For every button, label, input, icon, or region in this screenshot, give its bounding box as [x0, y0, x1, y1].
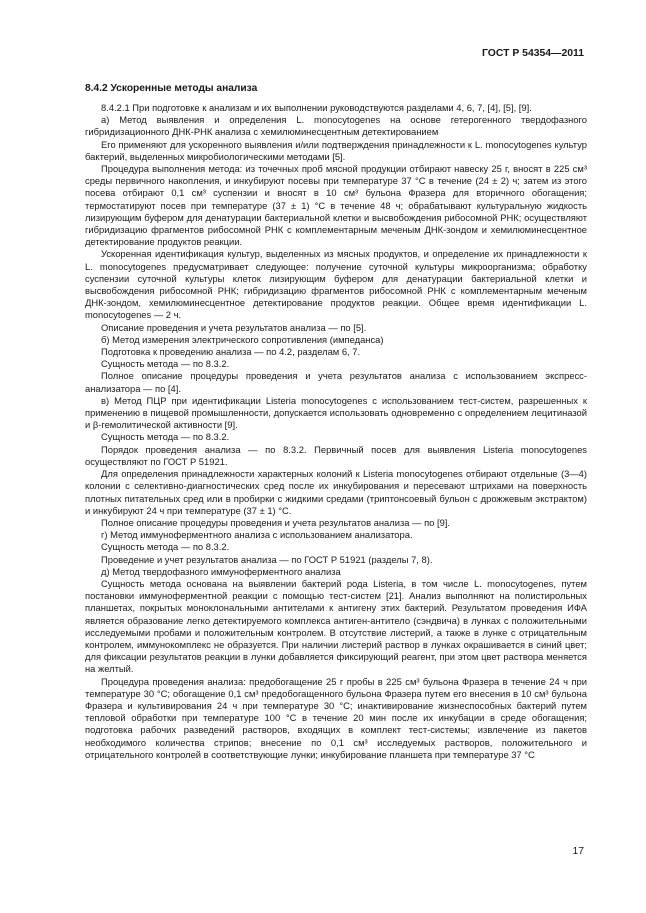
paragraph: Полное описание процедуры проведения и учета результатов анализа с использованием экспресс-анализатора — по [4].: [85, 370, 587, 394]
paragraph: в) Метод ПЦР при идентификации Listeria monocytogenes с использованием тест-систем, разрешенных к применению в пищевой промышленности, допускается использовать одновременно с определением лецитиназой и β-гемолитической активности [9].: [85, 394, 587, 431]
paragraph: 8.4.2.1 При подготовке к анализам и их выполнении руководствуются разделами 4, 6, 7, [4], [5], [9].: [101, 102, 532, 113]
page-number: 17: [572, 846, 584, 857]
paragraph: Процедура выполнения метода: из точечных проб мясной продукции отбирают навеску 25 г, вносят в 225 см³ среды первичного накопления, и инкубируют посевы при температуре 37 °С в течение (24 ± 2) ч; затем из этого посева отбирают 0,1 см³ суспензии и вносят в 10 см³ бульона Фразера для вторичного обогащения; термостатируют посев при температуре (37 ± 1) °С в течение 48 ч; обрабатывают культуральную жидкость лизирующим буфером для денатурации бактериальной клетки и высвобождения рибосомной РНК; осуществляют гибридизацию фрагментов рибосомной РНК с комплементарным меченым ДНК-зондом и хемилюминесцентное детектирование продуктов реакции.: [85, 163, 587, 248]
paragraph: Ускоренная идентификация культур, выделенных из мясных продуктов, и определение их принадлежности к L. monocytogenes предусматривает следующее: получение суточной культуры микроорганизма; обработку суспензии суточной культуры клеток лизирующим буфером для денатурации бактериальной клетки и высвобождения рибосомной РНК; гибридизацию фрагментов рибосомной РНК с комплементарным меченым ДНК-зондом, хемилюминесцентное детектирование продуктов реакции. Общее время идентификации L. monocytogenes — 2 ч.: [85, 248, 587, 321]
paragraph: а) Метод выявления и определения L. monocytogenes на основе гетерогенного твердофазного гибридизационного ДНК-РНК анализа с хемилюминесцентным детектированием: [85, 114, 587, 138]
paragraph: Подготовка к проведению анализа — по 4.2, разделам 6, 7.: [101, 346, 361, 358]
paragraph: Порядок проведения анализа — по 8.3.2. Первичный посев для выявления Listeria monocytogenes осуществляют по ГОСТ Р 51921.: [85, 443, 587, 467]
paragraph: д) Метод твердофазного иммуноферментного анализа: [101, 565, 341, 577]
paragraph: Для определения принадлежности характерных колоний к Listeria monocytogenes отбирают отдельные (3—4) колонии с селективно-диагностических сред после их инкубирования и пересевают штрихами на поверхность плотных питательных сред или в пробирки с жидкими средами (триптонсоевый бульон с дрожжевым экстрактом) и инкубируют 24 ч при температуре (37 ± 1) °С.: [85, 468, 587, 516]
paragraph: Его применяют для ускоренного выявления и/или подтверждения принадлежности к L. monocytogenes культур бактерий, выделенных микробиологическими методами [5].: [85, 138, 587, 162]
standard-header: ГОСТ Р 54354—2011: [482, 48, 584, 59]
paragraph: Процедура проведения анализа: предобогащение 25 г пробы в 225 см³ бульона Фразера в течение 24 ч при температуре 30 °С; обогащение 0,1 см³ предобогащенного бульона Фразера путем его внесения в 10 см³ бульона Фразера и культивирования 24 ч при температуре 30 °С; инактивирование жизнеспособных бактерий путем тепловой обработки при температуре 100 °С в течение 20 мин после их инкубации в среде обогащения; подготовка рабочих разведений растворов, входящих в комплект тест-системы; извлечение из пакетов необходимого количества стрипов; внесение по 0,1 см³ исследуемых растворов, положительного и отрицательного контролей в соответствующие лунки; инкубирование планшета при температуре 37 °С: [85, 675, 587, 760]
paragraph: Полное описание процедуры проведения и учета результатов анализа — по [9].: [101, 516, 450, 528]
paragraph: Проведение и учет результатов анализа — по ГОСТ Р 51921 (разделы 7, 8).: [101, 553, 433, 565]
paragraph: Сущность метода — по 8.3.2.: [101, 358, 230, 370]
paragraph: Сущность метода основана на выявлении бактерий рода Listeria, в том числе L. monocytogenes, путем постановки иммуноферментной реакции с помощью тест-систем [21]. Анализ выполняют на полистирольных планшетах, покрытых моноклональными антителами к антигену этих бактерий. Результатом проведения ИФА является образование легко детектируемого комплекса антиген-антитело (сэндвича) в лунках с положительными исследуемыми пробами и положительным контролем. В отсутствие листерий, а также в лунке с отрицательным контролем, иммунокомплекс не образуется. При наличии листерий раствор в лунках окрашивается в синий цвет; для фиксации результатов реакции в лунки добавляется фиксирующий реагент, при этом цвет раствора меняется на желтый.: [85, 577, 587, 675]
paragraph: б) Метод измерения электрического сопротивления (импеданса): [101, 333, 384, 345]
paragraph: Сущность метода — по 8.3.2.: [101, 431, 230, 443]
section-title: 8.4.2 Ускоренные методы анализа: [85, 83, 258, 94]
document-body: [85, 82, 587, 761]
paragraph: Описание проведения и учета результатов анализа — по [5].: [101, 321, 367, 333]
paragraph: г) Метод иммуноферментного анализа с использованием анализатора.: [101, 529, 413, 541]
paragraph: Сущность метода — по 8.3.2.: [101, 541, 230, 553]
